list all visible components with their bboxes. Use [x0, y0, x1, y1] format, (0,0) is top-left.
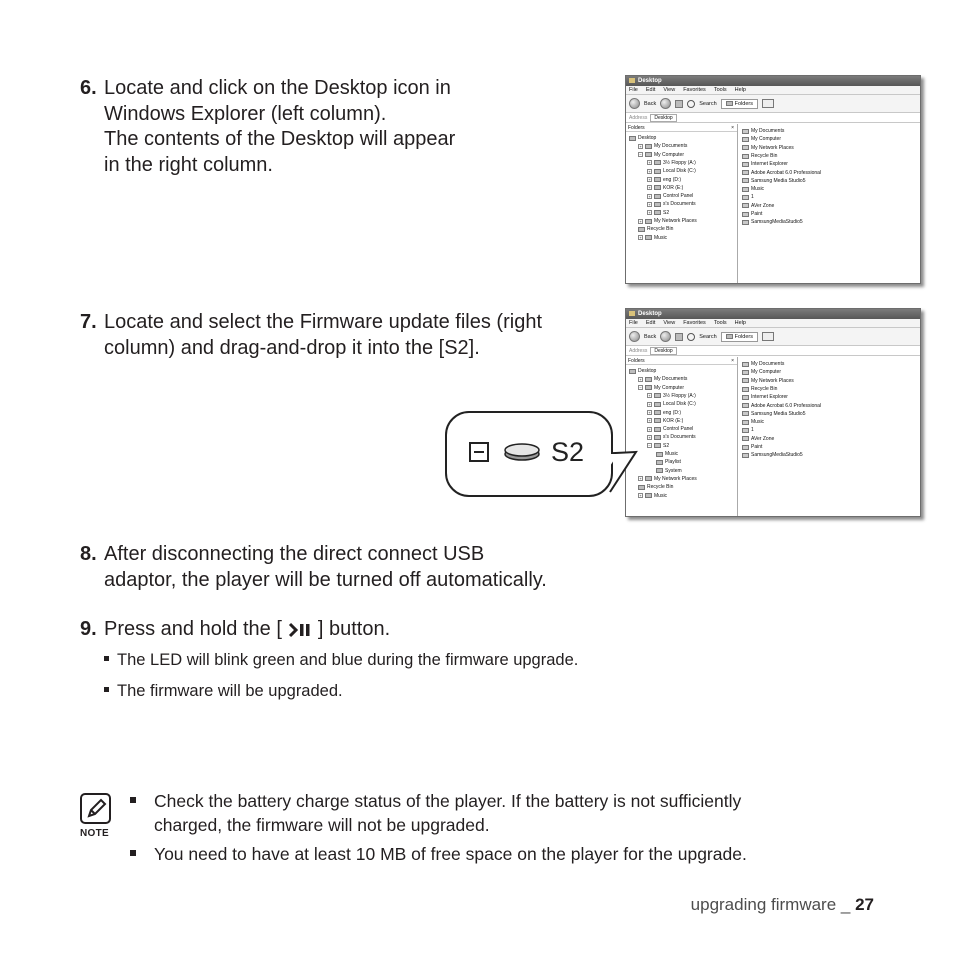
menu-view[interactable]: View — [663, 87, 676, 93]
step-number: 7. — [80, 311, 97, 333]
folder-icon — [656, 468, 663, 473]
tree-item[interactable] — [647, 442, 669, 450]
menu-favorites[interactable]: Favorites — [683, 87, 706, 93]
tree-item-label: My Network Places — [654, 218, 697, 224]
bullet-text: The firmware will be upgraded. — [117, 682, 343, 700]
explorer-panes — [626, 357, 920, 516]
tree-item-label: Playlist — [665, 459, 681, 466]
folders-button[interactable] — [721, 99, 758, 109]
menu-edit[interactable]: Edit — [645, 320, 656, 326]
file-item-label: 1 — [751, 194, 754, 201]
file-item[interactable] — [742, 185, 764, 193]
window-titlebar — [626, 309, 920, 319]
tree-item[interactable] — [656, 458, 681, 466]
file-item-label: Samsung Media Studio5 — [751, 177, 806, 184]
file-item[interactable] — [742, 135, 781, 143]
menu-help[interactable]: Help — [734, 87, 746, 93]
menu-view[interactable]: View — [663, 320, 676, 326]
folders-icon — [726, 101, 733, 106]
tree-item-label: eng (D:) — [663, 409, 682, 416]
address-label: Address — [629, 115, 648, 121]
file-item-label: My Network Places — [751, 144, 794, 151]
step-text — [104, 310, 542, 361]
tree-item[interactable] — [647, 425, 693, 433]
forward-arrow-icon[interactable] — [660, 331, 671, 342]
folders-pane-header — [626, 357, 737, 365]
file-item[interactable] — [742, 360, 784, 368]
tree-item-label: S2 — [663, 442, 670, 449]
tree-item-label: Music — [654, 492, 668, 499]
search-button[interactable]: Search — [699, 333, 717, 340]
folder-icon — [645, 152, 652, 157]
address-input[interactable]: Desktop — [650, 347, 676, 355]
step-text-pre: Press and hold the [ — [104, 618, 282, 640]
close-pane-icon[interactable]: × — [731, 358, 734, 364]
tree-item[interactable] — [647, 167, 696, 175]
file-icon — [742, 129, 749, 134]
tree-item-label: KOR (E:) — [663, 184, 684, 191]
play-pause-icon — [288, 620, 312, 640]
tree-item-label: s's Documents — [663, 434, 696, 441]
expand-icon[interactable]: + — [639, 476, 642, 482]
tree-item-label: S2 — [663, 209, 670, 216]
folder-icon — [645, 235, 652, 240]
step-line: Windows Explorer (left column). — [104, 102, 387, 125]
step-text — [104, 542, 547, 593]
tree-item-label: My Documents — [654, 143, 688, 150]
bullet-marker — [104, 687, 109, 692]
folder-icon — [654, 210, 661, 215]
file-item[interactable] — [742, 210, 762, 218]
file-item-label: Adobe Acrobat 6.0 Professional — [751, 402, 822, 409]
expand-icon[interactable]: + — [648, 193, 651, 199]
file-icon — [742, 395, 749, 400]
file-item[interactable] — [742, 385, 777, 393]
step-number: 9. — [80, 618, 97, 640]
note-bullet — [130, 789, 830, 837]
note-bullet — [130, 842, 830, 866]
views-icon[interactable] — [762, 332, 774, 341]
step-line: The contents of the Desktop will appear — [104, 128, 456, 150]
folders-button[interactable] — [721, 332, 758, 342]
back-arrow-icon[interactable] — [629, 98, 640, 109]
file-item-label: My Documents — [751, 361, 785, 367]
menu-file[interactable]: File — [629, 87, 638, 93]
tree-item[interactable] — [638, 225, 673, 233]
file-icon — [742, 411, 749, 416]
window-titlebar — [626, 76, 920, 86]
footer-section-title: upgrading firmware _ — [690, 895, 856, 914]
menu-tools[interactable]: Tools — [713, 320, 727, 326]
file-item-label: SamsungMediaStudio5 — [751, 452, 803, 459]
file-item[interactable] — [742, 418, 764, 426]
menu-edit[interactable]: Edit — [645, 87, 656, 93]
expand-icon[interactable]: + — [639, 235, 642, 241]
folder-icon — [654, 194, 661, 199]
file-item-label: Internet Explorer — [751, 161, 788, 168]
folder-icon — [629, 136, 636, 141]
tree-item[interactable] — [656, 450, 678, 458]
file-icon — [742, 203, 749, 208]
file-icon — [742, 378, 749, 383]
file-item-label: 1 — [751, 427, 754, 434]
folder-icon — [645, 219, 652, 224]
file-icon — [742, 370, 749, 375]
step-line: in the right column. — [104, 153, 273, 176]
folder-icon — [656, 452, 663, 457]
file-item[interactable] — [742, 435, 774, 443]
file-icon — [742, 453, 749, 458]
file-item-label: Recycle Bin — [751, 152, 778, 159]
expand-icon[interactable]: + — [639, 493, 642, 498]
callout-label: S2 — [551, 437, 585, 467]
file-icon — [742, 137, 749, 142]
file-item[interactable] — [742, 193, 754, 201]
folder-icon — [654, 443, 661, 448]
tree-item[interactable] — [638, 234, 667, 242]
tree-item[interactable] — [647, 392, 696, 400]
folder-icon — [645, 144, 652, 149]
step-8 — [80, 542, 620, 594]
folder-icon — [654, 402, 661, 407]
tree-item-label: Recycle Bin — [647, 226, 674, 233]
up-folder-icon[interactable] — [675, 100, 683, 108]
tree-item[interactable] — [638, 151, 684, 159]
step-text — [104, 76, 455, 178]
step-7 — [80, 310, 600, 362]
file-item[interactable] — [742, 218, 803, 226]
menu-file[interactable]: File — [629, 320, 638, 326]
file-icon — [742, 195, 749, 200]
tree-item-label: s's Documents — [663, 201, 696, 208]
folder-icon — [629, 78, 635, 83]
step-text — [104, 617, 390, 643]
folder-icon — [629, 369, 636, 374]
folder-icon — [654, 418, 661, 423]
folders-label: Folders — [734, 333, 754, 340]
tree-item[interactable] — [629, 134, 656, 142]
tree-item[interactable] — [647, 192, 693, 200]
file-item[interactable] — [742, 177, 805, 185]
step-6 — [80, 76, 500, 178]
window-title: Desktop — [638, 78, 662, 84]
file-item[interactable] — [742, 443, 762, 451]
address-bar — [626, 113, 920, 123]
folder-icon — [654, 177, 661, 182]
tree-item[interactable] — [638, 375, 687, 383]
tree-item-label: Control Panel — [663, 426, 694, 433]
expand-icon[interactable]: + — [648, 393, 651, 399]
file-item-label: Music — [751, 186, 765, 193]
file-icon — [742, 145, 749, 150]
tree-item[interactable] — [647, 200, 696, 208]
expand-icon[interactable]: + — [648, 434, 651, 440]
tree-item-label: Music — [654, 234, 668, 241]
explorer-panes — [626, 124, 920, 283]
file-icon — [742, 436, 749, 441]
step-line: Locate and click on the Desktop icon in — [104, 77, 451, 99]
file-item[interactable] — [742, 402, 821, 410]
folder-icon — [654, 435, 661, 440]
views-icon[interactable] — [762, 99, 774, 108]
expand-icon[interactable]: + — [648, 401, 651, 407]
toolbar — [626, 328, 920, 346]
back-button[interactable]: Back — [644, 100, 657, 107]
contents-pane — [738, 124, 920, 283]
step-text-post: ] button. — [317, 618, 391, 640]
expand-icon[interactable]: + — [639, 376, 642, 382]
up-folder-icon[interactable] — [675, 333, 683, 341]
tree-item-label: Recycle Bin — [647, 484, 674, 491]
tree-item[interactable] — [638, 142, 687, 150]
expand-icon[interactable]: + — [648, 160, 651, 166]
file-icon — [742, 428, 749, 433]
file-icon — [742, 387, 749, 392]
expand-icon[interactable]: + — [648, 185, 651, 191]
note-text — [154, 789, 741, 837]
expand-icon[interactable]: + — [648, 418, 651, 424]
tree-item-label: KOR (E:) — [663, 417, 684, 424]
file-item[interactable] — [742, 152, 777, 160]
folder-icon — [654, 410, 661, 415]
tree-item-label: Music — [665, 451, 679, 457]
address-input[interactable]: Desktop — [650, 114, 676, 122]
file-item-label: AVer Zone — [751, 202, 775, 209]
file-item-label: AVer Zone — [751, 435, 775, 442]
step-line: adaptor, the player will be turned off automatically. — [104, 568, 547, 591]
explorer-window-1 — [625, 75, 921, 284]
tree-item[interactable] — [647, 433, 696, 441]
expand-icon[interactable]: + — [648, 201, 651, 207]
file-item-label: Paint — [751, 444, 763, 450]
file-item-label: SamsungMediaStudio5 — [751, 219, 803, 226]
tree-item[interactable] — [647, 209, 669, 217]
tree-item-label: Local Disk (C:) — [663, 401, 696, 408]
close-pane-icon[interactable]: × — [731, 125, 734, 131]
tree-item-label: eng (D:) — [663, 176, 682, 183]
tree-item[interactable] — [656, 467, 682, 475]
expand-icon[interactable]: − — [639, 152, 642, 158]
file-item[interactable] — [742, 377, 794, 385]
bullet-marker — [104, 656, 109, 661]
expand-icon[interactable]: + — [648, 177, 651, 182]
file-item-label: Internet Explorer — [751, 394, 788, 401]
tree-item[interactable] — [647, 159, 696, 167]
tree-item[interactable] — [647, 400, 696, 408]
file-icon — [742, 445, 749, 450]
file-item[interactable] — [742, 144, 794, 152]
expand-icon[interactable]: + — [639, 218, 642, 224]
note-text — [154, 842, 747, 866]
step-9 — [80, 617, 480, 643]
file-icon — [742, 403, 749, 408]
folders-pane-header — [626, 124, 737, 132]
contents-pane — [738, 357, 920, 516]
folder-icon — [654, 427, 661, 432]
file-item[interactable] — [742, 127, 784, 135]
file-item-label: My Documents — [751, 128, 785, 134]
file-icon — [742, 187, 749, 192]
tree-item-label: 3½ Floppy (A:) — [663, 159, 696, 166]
note-label: NOTE — [80, 828, 109, 839]
expand-icon[interactable]: + — [639, 143, 642, 149]
tree-item-label: Local Disk (C:) — [663, 168, 696, 175]
folder-icon — [645, 385, 652, 390]
search-button[interactable]: Search — [699, 100, 717, 107]
step9-bullet — [104, 651, 578, 670]
step-line: Locate and select the Firmware update files (right — [104, 311, 542, 333]
bullet-text: The LED will blink green and blue during the firmware upgrade. — [117, 651, 579, 669]
page-number: 27 — [855, 895, 874, 914]
folder-icon — [654, 393, 661, 398]
back-button[interactable]: Back — [644, 333, 657, 340]
folder-icon — [638, 227, 645, 232]
file-icon — [742, 212, 749, 217]
tree-item-label: My Network Places — [654, 475, 697, 482]
folder-icon — [654, 185, 661, 190]
back-arrow-icon[interactable] — [629, 331, 640, 342]
file-item-label: Adobe Acrobat 6.0 Professional — [751, 169, 822, 176]
s2-callout — [445, 411, 613, 497]
file-icon — [742, 220, 749, 225]
expand-icon[interactable]: + — [648, 168, 651, 174]
file-icon — [742, 154, 749, 159]
menu-bar — [626, 86, 920, 95]
menu-tools[interactable]: Tools — [713, 87, 727, 93]
tree-item-label: 3½ Floppy (A:) — [663, 392, 696, 399]
menu-favorites[interactable]: Favorites — [683, 320, 706, 326]
folder-icon — [654, 160, 661, 165]
expand-icon[interactable]: + — [648, 210, 651, 216]
step9-bullet — [104, 682, 343, 701]
tree-item-label: Desktop — [638, 368, 657, 374]
expand-icon[interactable]: − — [648, 443, 651, 449]
collapse-icon — [469, 442, 489, 462]
tree-item[interactable] — [647, 417, 683, 425]
folders-pane — [626, 124, 738, 283]
menu-help[interactable]: Help — [734, 320, 746, 326]
forward-arrow-icon[interactable] — [660, 98, 671, 109]
folder-icon — [629, 311, 635, 316]
bullet-marker — [130, 797, 136, 803]
explorer-window-2 — [625, 308, 921, 517]
file-item-label: My Computer — [751, 369, 782, 376]
file-icon — [742, 420, 749, 425]
file-item-label: Music — [751, 419, 765, 426]
folder-icon — [645, 377, 652, 382]
address-label: Address — [629, 348, 648, 354]
search-icon[interactable] — [687, 333, 695, 341]
file-item[interactable] — [742, 393, 788, 401]
file-item[interactable] — [742, 426, 754, 434]
toolbar — [626, 95, 920, 113]
tree-item-label: My Computer — [654, 151, 685, 158]
bullet-marker — [130, 850, 136, 856]
file-item[interactable] — [742, 169, 821, 177]
file-item-label: My Computer — [751, 136, 782, 143]
expand-icon[interactable]: + — [648, 426, 651, 432]
file-item-label: My Network Places — [751, 377, 794, 384]
tree-item[interactable] — [647, 176, 681, 184]
callout-pointer-fill — [596, 452, 626, 482]
note-line: You need to have at least 10 MB of free space on the player for the upgrade. — [154, 844, 747, 864]
file-icon — [742, 178, 749, 183]
tree-item[interactable] — [638, 217, 697, 225]
file-item[interactable] — [742, 410, 805, 418]
tree-item-label: Desktop — [638, 135, 657, 141]
step-number: 6. — [80, 77, 97, 99]
expand-icon[interactable]: + — [648, 410, 651, 415]
step-number: 8. — [80, 543, 97, 565]
drive-icon — [503, 441, 541, 463]
folders-header-label: Folders — [628, 125, 645, 131]
page-footer — [691, 895, 874, 915]
file-icon — [742, 170, 749, 175]
tree-item[interactable] — [629, 367, 656, 375]
note-line: charged, the firmware will not be upgraded. — [154, 815, 490, 835]
file-icon — [742, 162, 749, 167]
file-item[interactable] — [742, 202, 774, 210]
tree-item-label: My Documents — [654, 376, 688, 383]
folder-icon — [654, 169, 661, 174]
step-line: After disconnecting the direct connect USB — [104, 543, 485, 565]
file-item[interactable] — [742, 451, 803, 459]
expand-icon[interactable]: − — [639, 385, 642, 391]
note-line: Check the battery charge status of the player. If the battery is not sufficiently — [154, 791, 742, 811]
window-title: Desktop — [638, 311, 662, 317]
tree-item[interactable] — [647, 409, 681, 417]
folders-icon — [726, 334, 733, 339]
folders-label: Folders — [734, 100, 754, 107]
tree-item-label: Control Panel — [663, 193, 694, 200]
folders-header-label: Folders — [628, 358, 645, 364]
file-item-label: Recycle Bin — [751, 385, 778, 392]
tree-item-label: My Computer — [654, 384, 685, 391]
menu-bar — [626, 319, 920, 328]
address-bar — [626, 346, 920, 356]
search-icon[interactable] — [687, 100, 695, 108]
tree-item-label: System — [665, 467, 682, 474]
file-item-label: Samsung Media Studio5 — [751, 410, 806, 417]
tree-item[interactable] — [647, 184, 683, 192]
note-pencil-icon — [80, 793, 111, 824]
file-item[interactable] — [742, 368, 781, 376]
step-line: column) and drag-and-drop it into the [S2]. — [104, 336, 480, 359]
folder-icon — [656, 460, 663, 465]
file-item-label: Paint — [751, 211, 763, 217]
tree-item[interactable] — [638, 384, 684, 392]
file-icon — [742, 362, 749, 367]
file-item[interactable] — [742, 160, 788, 168]
folder-icon — [654, 202, 661, 207]
